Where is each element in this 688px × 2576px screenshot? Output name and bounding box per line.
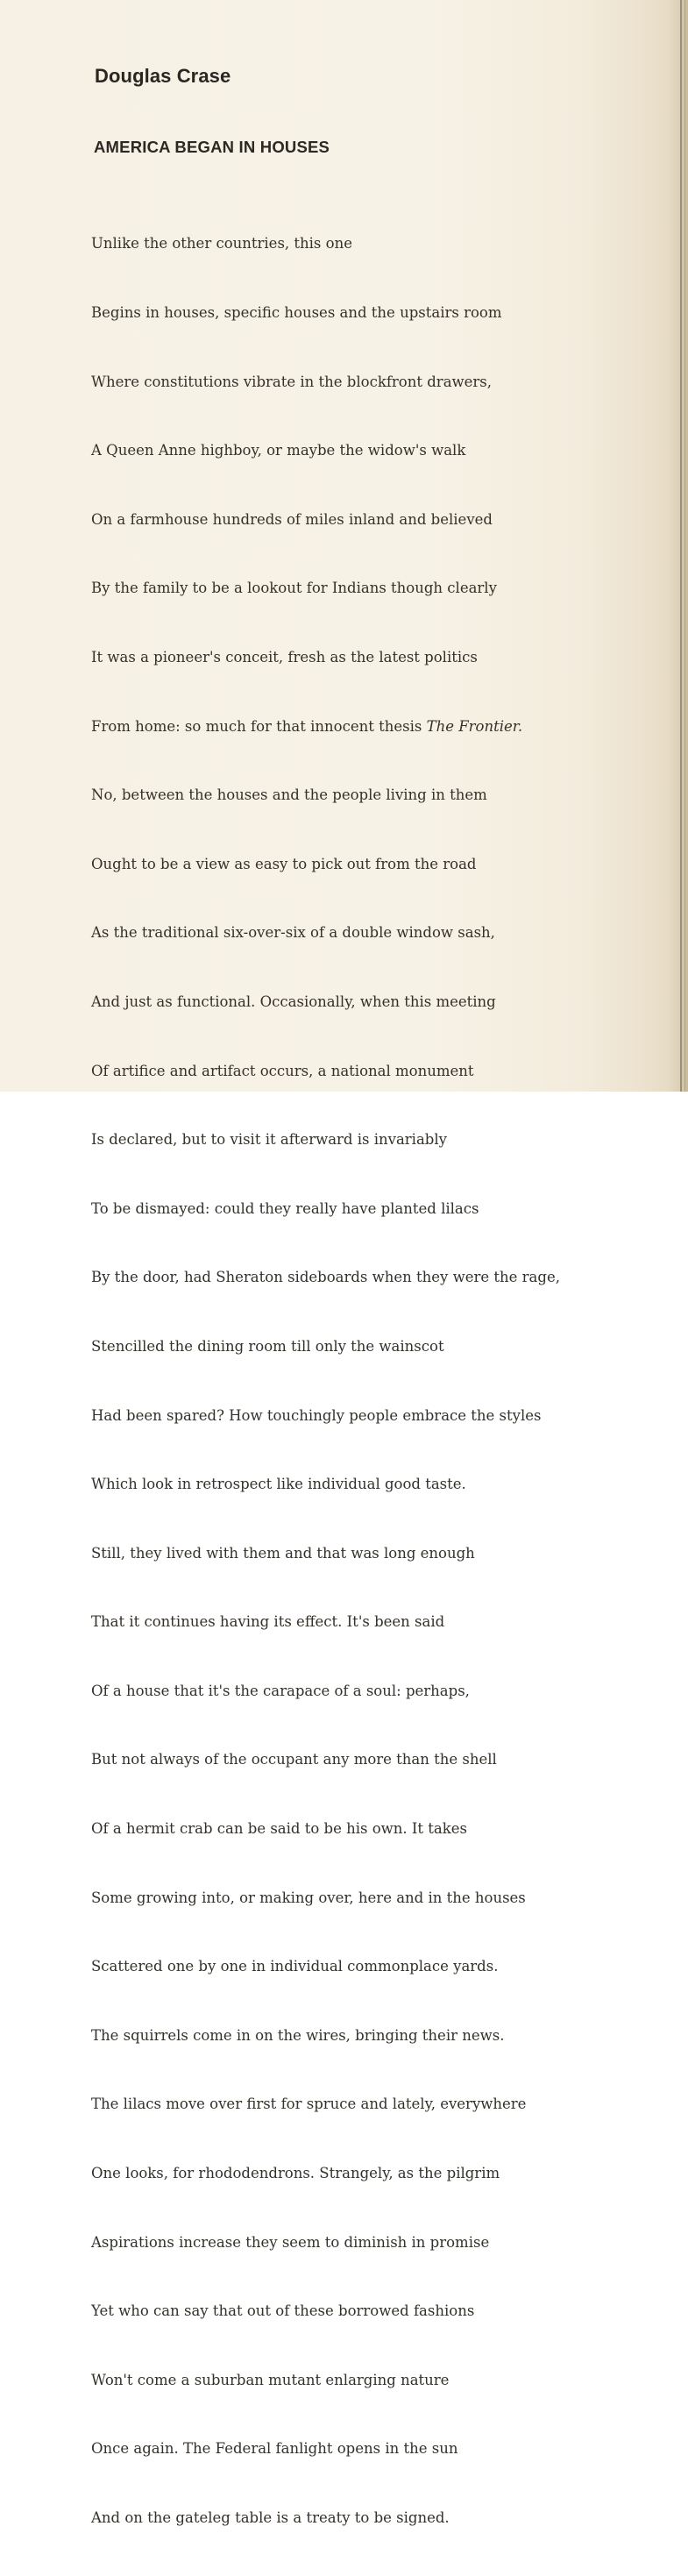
poem-line: And on the gateleg table is a treaty to be signed. — [91, 2509, 450, 2526]
poem-line: Which look in retrospect like individual good taste. — [91, 1476, 466, 1493]
poem-line: By the family to be a lookout for Indians though clearly — [91, 580, 497, 597]
poem-line: Had been spared? How touchingly people embrace the styles — [91, 1406, 542, 1424]
poem-line: Begins in houses, specific houses and the upstairs room — [91, 304, 502, 321]
poem-line: But not always of the occupant any more than the shell — [91, 1751, 497, 1768]
poem-body — [91, 187, 670, 2576]
poem-line: It was a pioneer's conceit, fresh as the latest politics — [91, 648, 478, 665]
poem-line: Is declared, but to visit it afterward is invariably — [91, 1131, 447, 1149]
poem-line: Aspirations increase they seem to diminish in promise — [91, 2233, 490, 2251]
poem-title: AMERICA BEGAN IN HOUSES — [94, 138, 330, 156]
poem-line: The lilacs move over first for spruce and lately, everywhere — [91, 2096, 527, 2113]
poem-line: One looks, for rhododendrons. Strangely, as the pilgrim — [91, 2165, 500, 2182]
poem-line: Some growing into, or making over, here and in the houses — [91, 1889, 526, 1906]
poem-line: Of a house that it's the carapace of a soul: perhaps, — [91, 1682, 470, 1699]
poem-line: A Queen Anne highboy, or maybe the widow's walk — [91, 442, 466, 459]
poem-line: Still, they lived with them and that was long enough — [91, 1544, 475, 1562]
poem-line: Once again. The Federal fanlight opens in the sun — [91, 2440, 458, 2458]
poem-line: And just as functional. Occasionally, when this meeting — [91, 993, 496, 1010]
page-edge-line — [680, 0, 682, 1092]
poem-line: As the traditional six-over-six of a double window sash, — [91, 924, 495, 942]
poem-line: Scattered one by one in individual commonplace yards. — [91, 1958, 499, 1975]
poem-line: The squirrels come in on the wires, bringing their news. — [91, 2026, 505, 2044]
poem-line-text: From home: so much for that innocent thesis — [91, 717, 427, 735]
poem-line: No, between the houses and the people living in them — [91, 786, 487, 804]
poem-line: To be dismayed: could they really have planted lilacs — [91, 1199, 479, 1217]
poem-line: Of artifice and artifact occurs, a national monument — [91, 1062, 474, 1079]
poem-line: Of a hermit crab can be said to be his own. It takes — [91, 1820, 467, 1838]
poem-line: Stencilled the dining room till only the wainscot — [91, 1337, 444, 1355]
poem-line: Where constitutions vibrate in the blockfront drawers, — [91, 373, 493, 390]
poem-line: By the door, had Sheraton sideboards when they were the rage, — [91, 1269, 560, 1286]
poem-line: That it continues having its effect. It's been said — [91, 1613, 445, 1631]
poem-line-with-italic — [91, 715, 670, 738]
poem-line: Yet who can say that out of these borrowed fashions — [91, 2302, 475, 2320]
author-name: Douglas Crase — [95, 65, 231, 87]
poem-line: On a farmhouse hundreds of miles inland and believed — [91, 510, 493, 528]
poem-line: Won't come a suburban mutant enlarging nature — [91, 2371, 450, 2388]
poem-line: Unlike the other countries, this one — [91, 235, 352, 253]
page-edge-line-secondary — [684, 0, 685, 1092]
italic-thesis-title: The Frontier. — [426, 717, 523, 735]
poem-line: Ought to be a view as easy to pick out from the road — [91, 855, 477, 872]
